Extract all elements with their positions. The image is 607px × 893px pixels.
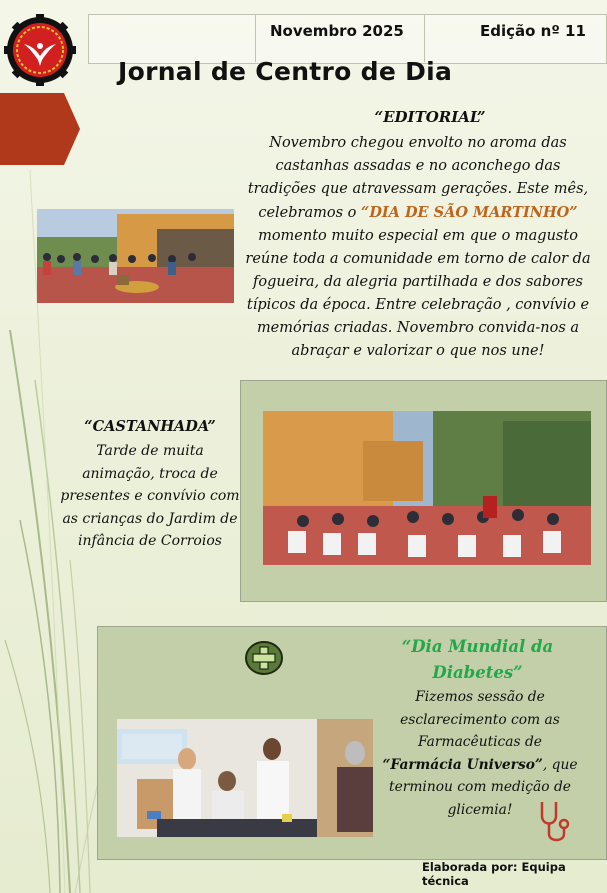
editorial-line: fogueira, da alegria partilhada e dos sabores	[252, 274, 584, 290]
sao-martinho-highlight: “DIA DE SÃO MARTINHO”	[360, 204, 578, 221]
editorial-heading: “EDITORIAL”	[374, 108, 486, 126]
editorial-line: Novembro chegou envolto no aroma das	[269, 135, 567, 151]
castanhada-heading: “CASTANHADA”	[84, 418, 216, 435]
editorial-line: típicos da época. Entre celebração , convívio e	[246, 297, 590, 313]
decorative-arrow	[0, 93, 80, 165]
footer-credit: Elaborada por: Equipa técnica	[422, 860, 566, 888]
editorial-line: memórias criadas. Novembro convida-nos a	[256, 320, 580, 336]
header-divider	[255, 14, 256, 62]
castanhada-text: Tarde de muita animação, troca de presentes e convívio com as crianças do Jardim de infância de Corroios	[60, 443, 240, 549]
editorial-line: abraçar e valorizar o que nos une!	[291, 343, 545, 359]
newspaper-title: Jornal de Centro de Dia	[118, 57, 453, 86]
diabetes-heading: “Dia Mundial da Diabetes”	[401, 637, 554, 682]
diabetes-text: Fizemos sessão de esclarecimento com as Farmacêuticas de “Farmácia Universo”, que terminou com medição de glicemia!	[382, 689, 578, 818]
castanhada-photo	[263, 411, 591, 565]
medical-cross-icon	[244, 640, 284, 676]
header-divider	[424, 14, 425, 62]
diabetes-session-photo	[117, 719, 373, 837]
editorial-line: reúne toda a comunidade em torno de calor da	[245, 251, 591, 267]
editorial-line: momento muito especial em que o magusto	[258, 228, 578, 244]
magusto-photo	[37, 209, 234, 303]
issue-month: Novembro 2025	[270, 22, 404, 40]
editorial-text	[238, 132, 598, 363]
organization-logo	[4, 14, 76, 86]
editorial-line: tradições que atravessam gerações. Este mês,	[247, 181, 589, 197]
editorial-line: castanhas assadas e no aconchego das	[275, 158, 561, 174]
pharmacy-name: “Farmácia Universo”	[382, 756, 543, 773]
stethoscope-icon	[536, 800, 572, 846]
edition-number: Edição nº 11	[480, 22, 586, 40]
editorial-line: celebramos o “DIA DE SÃO MARTINHO”	[258, 204, 578, 221]
